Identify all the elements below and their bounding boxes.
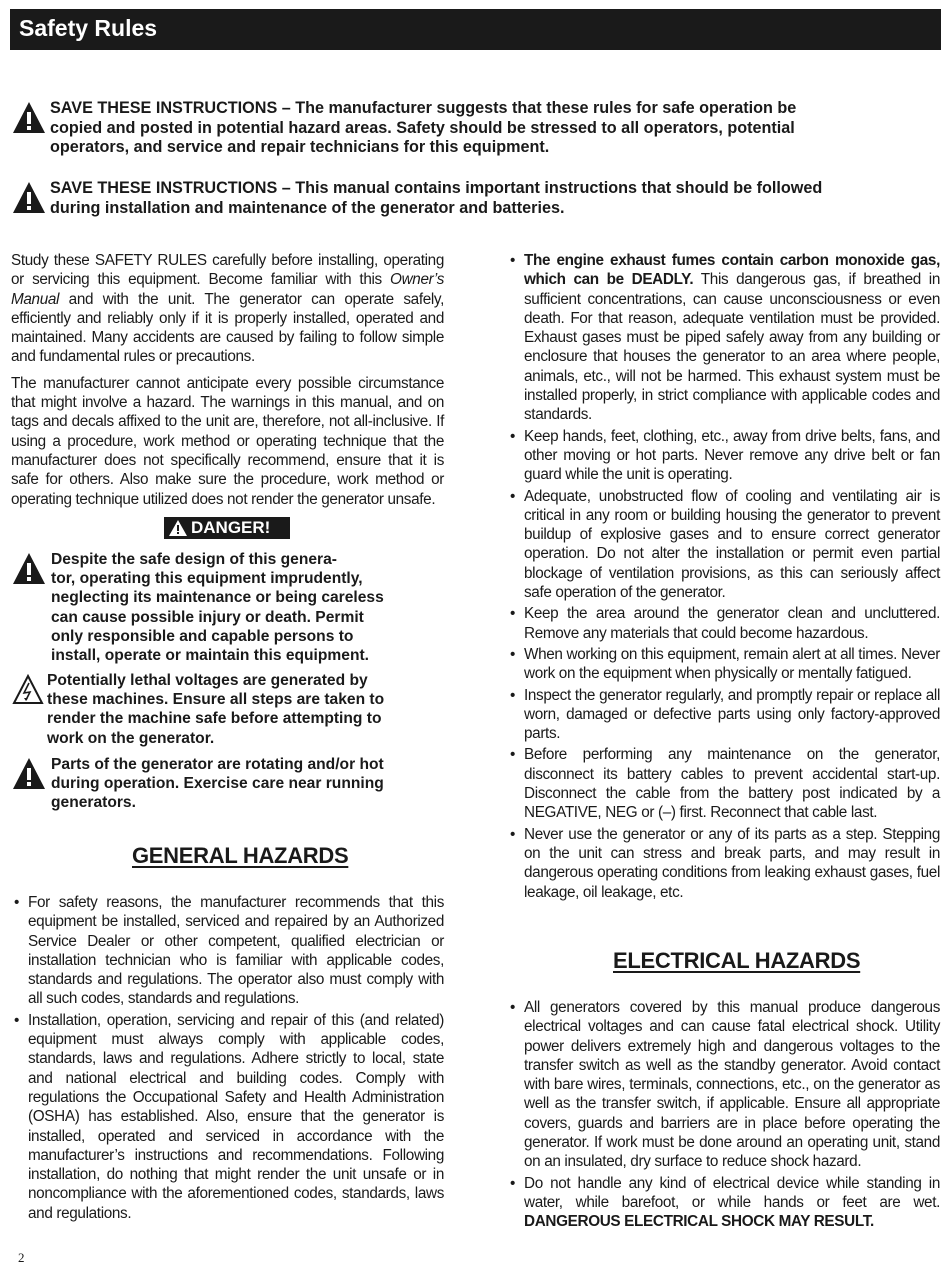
electrical-hazards-list xyxy=(508,998,940,1232)
warning-1-line: tor, operating this equipment imprudently, xyxy=(51,570,363,588)
warning-1-line: only responsible and capable persons to xyxy=(51,627,354,645)
list-item: • Before performing any maintenance on the generator, disconnect its battery cables to prevent accidental start-up. Disconnect the cable from the battery post indicated by a NEGATIVE, NEG or (–) first. Reconnect that cable last. xyxy=(508,745,940,822)
danger-label: DANGER! xyxy=(191,518,271,537)
warning-triangle-icon xyxy=(12,181,46,214)
right-column-hazard-list xyxy=(508,251,940,902)
general-hazards-list xyxy=(12,893,444,1223)
list-item: • Adequate, unobstructed flow of cooling and ventilating air is critical in any room or building housing the generator to prevent buildup of explosive gases and to ensure correct generator operation. Do not alter the installation or permit even partial blockage of ventilation provisions, as this can seriously affect safe operation of the generator. xyxy=(508,487,940,603)
warning-2-line: render the machine safe before attempting to xyxy=(47,710,382,728)
warning-2-line: Potentially lethal voltages are generated by xyxy=(47,672,368,689)
danger-warning-1 xyxy=(12,550,444,668)
electric-shock-icon xyxy=(12,674,44,705)
intro-paragraph-1: Study these SAFETY RULES carefully before installing, operating or servicing this equipment. Become familiar with this Owner’s Manual and with the unit. The generator can operate safely, efficiently and reliably only if it is properly installed, operated and maintained. Many accidents are caused by failing to follow simple and fundamental rules or precautions. xyxy=(11,252,444,366)
warning-triangle-icon xyxy=(169,520,187,536)
danger-warning-3 xyxy=(12,755,444,815)
notice-1-line: copied and posted in potential hazard areas. Safety should be stressed to all operators, potential xyxy=(50,118,795,137)
general-hazards-heading: GENERAL HAZARDS xyxy=(132,843,349,868)
list-item-exhaust: • The engine exhaust fumes contain carbon monoxide gas, which can be DEADLY. This dangerous gas, if breathed in sufficient concentrations, can cause unconsciousness or even death. For that reason, adequate ventilation must be provided. Exhaust gases must be piped safely away from any building or enclosure that houses the generator to an area where people, animals, etc., will not be harmed. This exhaust system must be installed properly, in strict compliance with applicable codes and standards. xyxy=(508,251,940,425)
intro-column xyxy=(11,251,444,509)
notice-2-line: SAVE THESE INSTRUCTIONS – This manual contains important instructions that should be followed xyxy=(50,179,823,197)
warning-triangle-icon xyxy=(12,101,46,134)
list-item: • Inspect the generator regularly, and promptly repair or replace all worn, damaged or defective parts using only factory-approved parts. xyxy=(508,686,940,744)
notice-1-line: operators, and service and repair technicians for this equipment. xyxy=(50,138,550,157)
warning-triangle-icon xyxy=(12,552,46,585)
intro-paragraph-2: The manufacturer cannot anticipate every possible circumstance that might involve a hazard. The warnings in this manual, and on tags and decals affixed to the unit are, therefore, not all-inclusive. If using a procedure, work method or operating technique that the manufacturer does not specifically recommend, ensure that it is safe for others. Also make sure the procedure, work method or operating technique utilized does not render the generator unsafe. xyxy=(11,374,444,508)
warning-2-line: work on the generator. xyxy=(47,729,215,747)
danger-warning-2 xyxy=(12,671,444,751)
page-number: 2 xyxy=(18,1250,25,1265)
warning-triangle-icon xyxy=(12,757,46,790)
warning-3-line: generators. xyxy=(51,794,136,812)
danger-badge xyxy=(164,517,290,539)
warning-1-line: neglecting its maintenance or being careless xyxy=(51,589,384,607)
list-item: • All generators covered by this manual produce dangerous electrical voltages and can cause fatal electrical shock. Utility power delivers extremely high and dangerous voltages to the transfer switch as well as the standby generator. Avoid contact with bare wires, terminals, connections, etc., on the generator as well as the transfer switch, if applicable. Ensure all appropriate covers, guards and barriers are in place before operating the generator. If work must be done around an operating unit, stand on an insulated, dry surface to reduce shock hazard. xyxy=(508,998,940,1172)
page-title: Safety Rules xyxy=(19,15,158,41)
warning-1-line: can cause possible injury or death. Permit xyxy=(51,608,364,626)
list-item: • Keep hands, feet, clothing, etc., away from drive belts, fans, and other moving or hot parts. Never remove any drive belt or fan guard while the unit is operating. xyxy=(508,427,940,485)
list-item: • Do not handle any kind of electrical device while standing in water, while barefoot, or while hands or feet are wet. DANGEROUS ELECTRICAL SHOCK MAY RESULT. xyxy=(508,1174,940,1232)
electrical-hazards-heading: ELECTRICAL HAZARDS xyxy=(613,948,861,973)
list-item: • Never use the generator or any of its parts as a step. Stepping on the unit can stress and break parts, and may result in dangerous operating conditions from leaking exhaust gases, fuel leakage, oil leakage, etc. xyxy=(508,825,940,902)
list-item: • Installation, operation, servicing and repair of this (and related) equipment must always comply with applicable codes, standards, laws and regulations. Adhere strictly to local, state and national electrical and building codes. Comply with regulations the Occupational Safety and Health Administration (OSHA) has established. Also, ensure that the generator is installed, operated and serviced in accordance with the manufacturer’s instructions and recommendations. Following installation, do nothing that might render the unit unsafe or in noncompliance with the aforementioned codes, standards, laws and regulations. xyxy=(12,1011,444,1223)
section-header-bar xyxy=(10,9,941,50)
list-item: • When working on this equipment, remain alert at all times. Never work on the equipment when physically or mentally fatigued. xyxy=(508,645,940,684)
warning-2-line: these machines. Ensure all steps are taken to xyxy=(47,691,385,709)
warning-3-line: Parts of the generator are rotating and/or hot xyxy=(51,756,384,773)
list-item: • For safety reasons, the manufacturer recommends that this equipment be installed, serviced and repaired by an Authorized Service Dealer or other competent, qualified electrician or installation technician who is familiar with applicable codes, standards and regulations. The operator also must comply with all such codes, standards and regulations. xyxy=(12,893,444,1009)
notice-2-line: during installation and maintenance of the generator and batteries. xyxy=(50,198,565,217)
notice-1-line: SAVE THESE INSTRUCTIONS – The manufacturer suggests that these rules for safe operation be xyxy=(50,99,797,117)
save-instructions-notice-1 xyxy=(12,99,912,159)
exhaust-warning-bold: The engine exhaust fumes contain carbon monoxide gas, which can be DEADLY. xyxy=(524,252,940,289)
shock-warning-bold: DANGEROUS ELECTRICAL SHOCK MAY RESULT. xyxy=(524,1213,874,1231)
list-item: • Keep the area around the generator clean and uncluttered. Remove any materials that could become hazardous. xyxy=(508,604,940,643)
warning-3-line: during operation. Exercise care near running xyxy=(51,775,384,793)
manual-title-emphasis: Owner’s Manual xyxy=(11,271,444,308)
warning-1-line: install, operate or maintain this equipment. xyxy=(51,647,369,665)
warning-1-line: Despite the safe design of this genera- xyxy=(51,551,337,568)
save-instructions-notice-2 xyxy=(12,179,912,221)
